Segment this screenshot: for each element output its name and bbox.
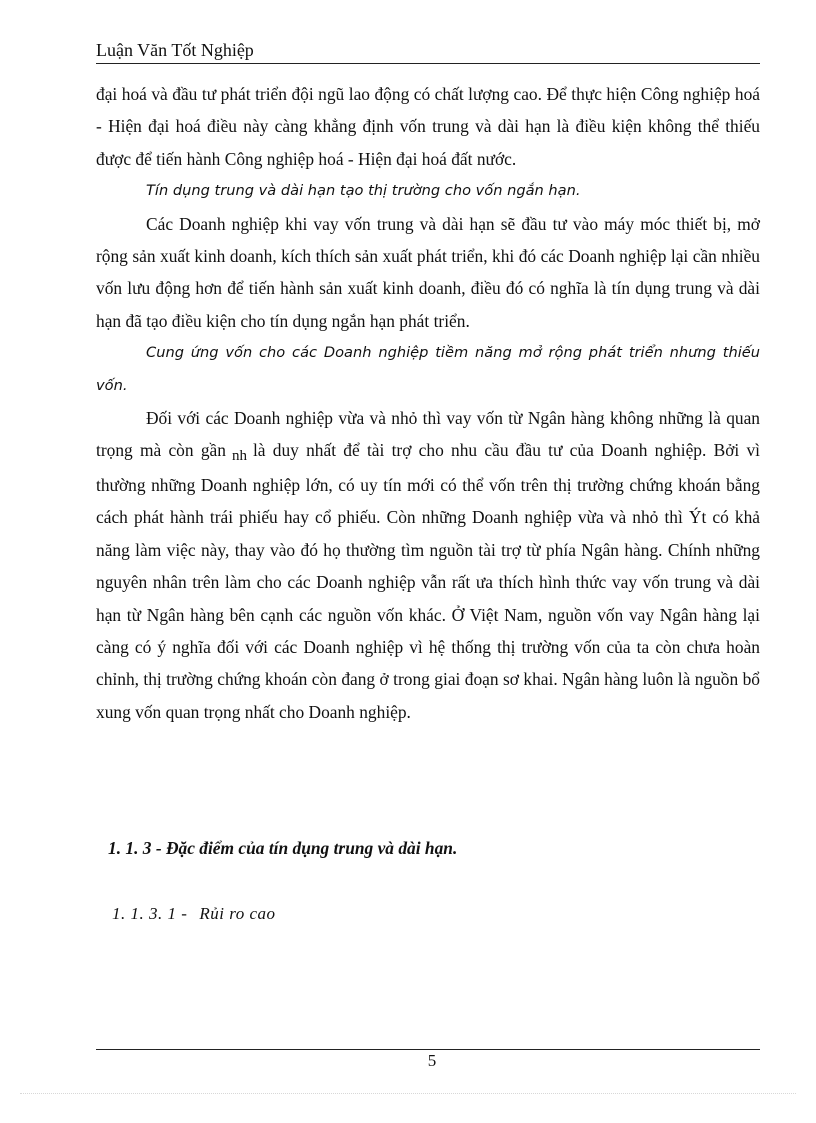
subsection-heading <box>112 904 276 924</box>
paragraph-3-part-2: là duy nhất để tài trợ cho nhu cầu đầu tư của Doanh nghiệp. Bởi vì thường những Doanh nghiệp lớn, có uy tín mới có thể vốn trên thị trường chứng khoán bằng cách phát hành trái phiếu hay cổ phiếu. Còn những Doanh nghiệp vừa và nhỏ thì Ýt có khả năng làm việc này, thay vào đó họ thường tìm nguồn tài trợ từ phía Ngân hàng. Chính những nguyên nhân trên làm cho các Doanh nghiệp vẫn rất ưa thích hình thức vay vốn trung và dài hạn từ Ngân hàng bên cạnh các nguồn vốn khác. Ở Việt Nam, nguồn vốn vay Ngân hàng lại càng có ý nghĩa đối với các Doanh nghiệp vì hệ thống thị trường vốn của ta còn chưa hoàn chỉnh, thị trường chứng khoán còn đang ở trong giai đoạn sơ khai. Ngân hàng luôn là nguồn bổ xung vốn quan trọng nhất cho Doanh nghiệp. <box>96 440 761 722</box>
footer-rule <box>96 1049 760 1050</box>
paragraph-3-subscript: nh <box>231 448 247 465</box>
page-edge-dots <box>20 1093 796 1094</box>
header-title: Luận Văn Tốt Nghiệp <box>96 40 254 60</box>
paragraph-3 <box>96 402 760 728</box>
page-number: 5 <box>427 1051 437 1070</box>
section-heading: 1. 1. 3 - Đặc điểm của tín dụng trung và dài hạn. <box>108 838 458 858</box>
page-header <box>96 38 760 64</box>
body-text <box>96 78 760 728</box>
paragraph-2: Các Doanh nghiệp khi vay vốn trung và dài hạn sẽ đầu tư vào máy móc thiết bị, mở rộng sản xuất kinh doanh, kích thích sản xuất phát triển, khi đó các Doanh nghiệp lại cần nhiều vốn lưu động hơn để tiến hành sản xuất kinh doanh, điều đó có nghĩa là tín dụng trung và dài hạn đã tạo điều kiện cho tín dụng ngắn hạn phát triển. <box>96 213 760 331</box>
subsection-title: Rủi ro cao <box>199 904 276 923</box>
paragraph-3-part-1: Đối với các Doanh nghiệp vừa và nhỏ thì vay vốn từ Ngân hàng không những là quan trọng mà còn gần <box>96 408 760 461</box>
italic-point-2: Cung ứng vốn cho các Doanh nghiệp tiềm năng mở rộng phát triển nhưng thiếu vốn. <box>96 344 760 394</box>
subsection-number: 1. 1. 3. 1 - <box>112 904 188 923</box>
italic-point-1: Tín dụng trung và dài hạn tạo thị trường cho vốn ngắn hạn. <box>146 182 581 200</box>
paragraph-1: đại hoá và đầu tư phát triển đội ngũ lao động có chất lượng cao. Để thực hiện Công nghiệp hoá - Hiện đại hoá điều này càng khẳng định vốn trung và dài hạn là điều kiện không thể thiếu được để tiến hành Công nghiệp hoá - Hiện đại hoá đất nước. <box>96 84 760 169</box>
